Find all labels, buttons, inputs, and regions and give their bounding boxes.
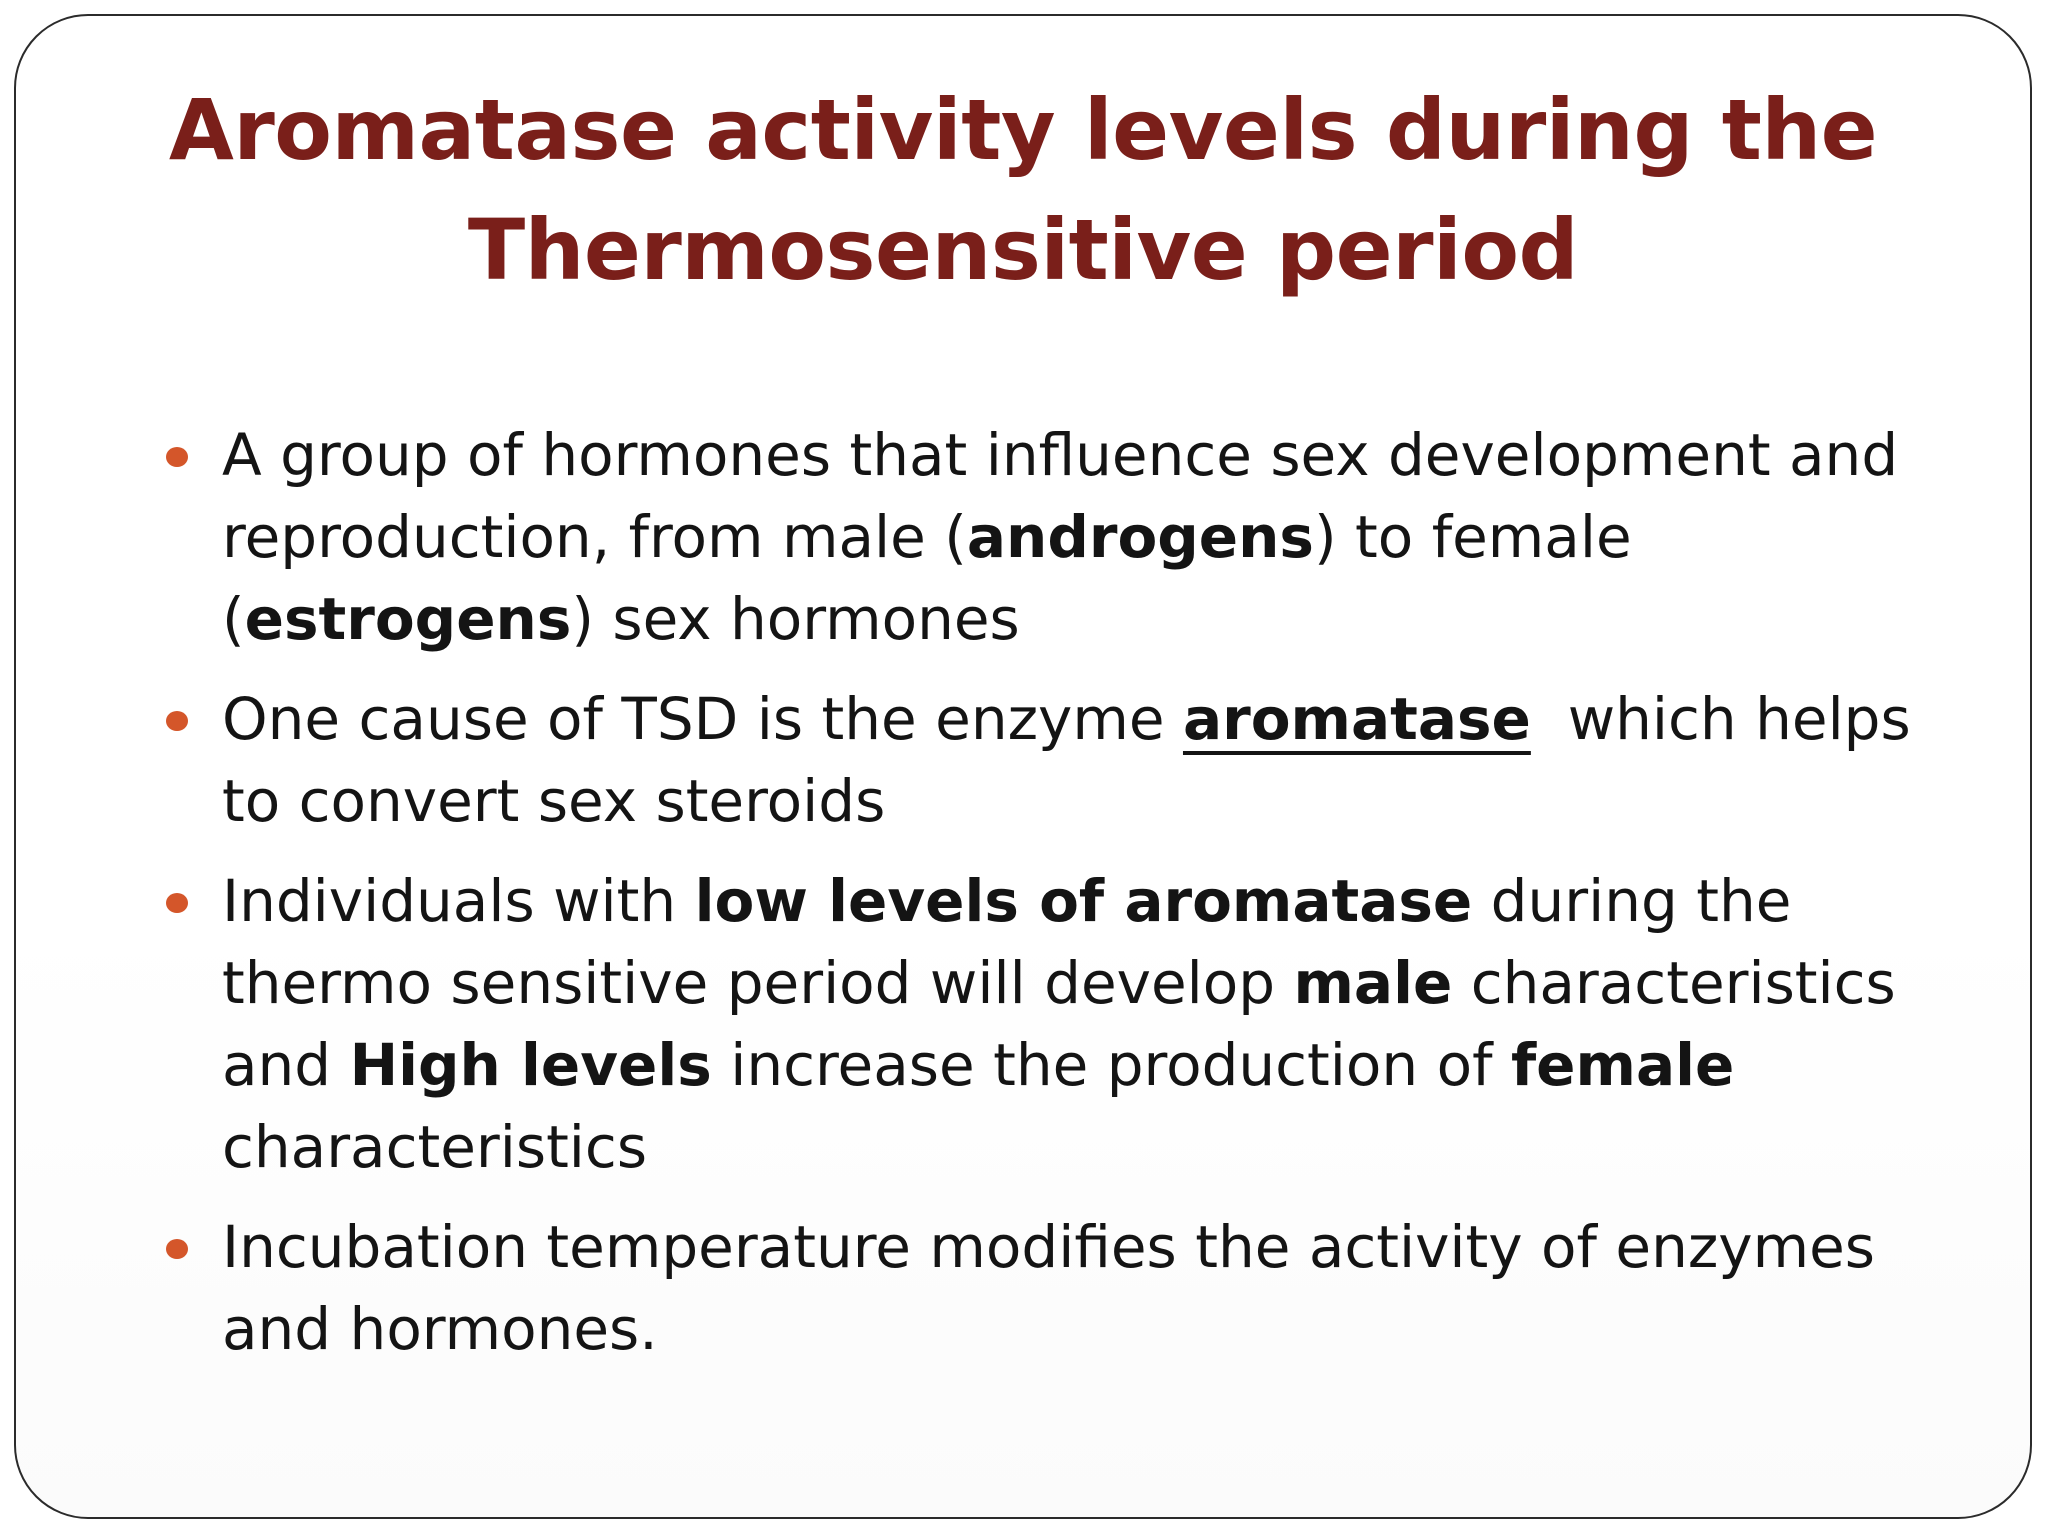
bold-term-male: male (1293, 949, 1453, 1017)
bullet-text: which helps to convert sex steroids (222, 685, 1930, 835)
bullet-text: characteristics (222, 1113, 648, 1181)
bullet-text: ) sex hormones (571, 585, 1020, 653)
bold-underlined-term-aromatase: aromatase (1182, 685, 1531, 753)
slide-title-line-2: Thermosensitive period (467, 201, 1579, 299)
bullet-text: Individuals with (222, 867, 695, 935)
slide-frame (14, 14, 2032, 1519)
slide-title-line-1: Aromatase activity levels during the (168, 81, 1878, 179)
bullet-dot-icon (166, 893, 188, 913)
bullet-text: A group of hormones that influence sex development and reproduction, from male ( (222, 421, 1899, 571)
bullet-text: during the thermo sensitive period will develop (222, 867, 1792, 1017)
slide-title (96, 70, 1950, 310)
bold-term-low-levels: low levels of aromatase (694, 867, 1473, 935)
bullet-text: characteristics and (222, 949, 1896, 1099)
bullet-text: One cause of TSD is the enzyme (222, 685, 1183, 753)
bold-term-estrogens: estrogens (244, 585, 572, 653)
bullet-item-levels (16, 860, 2032, 1188)
bullet-dot-icon (166, 1239, 188, 1259)
bullet-dot-icon (166, 447, 188, 467)
bullet-list (16, 414, 2032, 1388)
bullet-text: Incubation temperature modifies the activity of enzymes and hormones. (222, 1213, 1875, 1363)
bullet-dot-icon (166, 711, 188, 731)
bullet-item-hormones (16, 414, 2032, 660)
bold-term-high-levels: High levels (349, 1031, 712, 1099)
bullet-text: ) to female ( (222, 503, 1632, 653)
bullet-item-aromatase (16, 678, 2032, 842)
bullet-text: increase the production of (711, 1031, 1511, 1099)
bold-term-female: female (1510, 1031, 1735, 1099)
bullet-item-incubation (16, 1206, 2032, 1370)
bold-term-androgens: androgens (966, 503, 1314, 571)
